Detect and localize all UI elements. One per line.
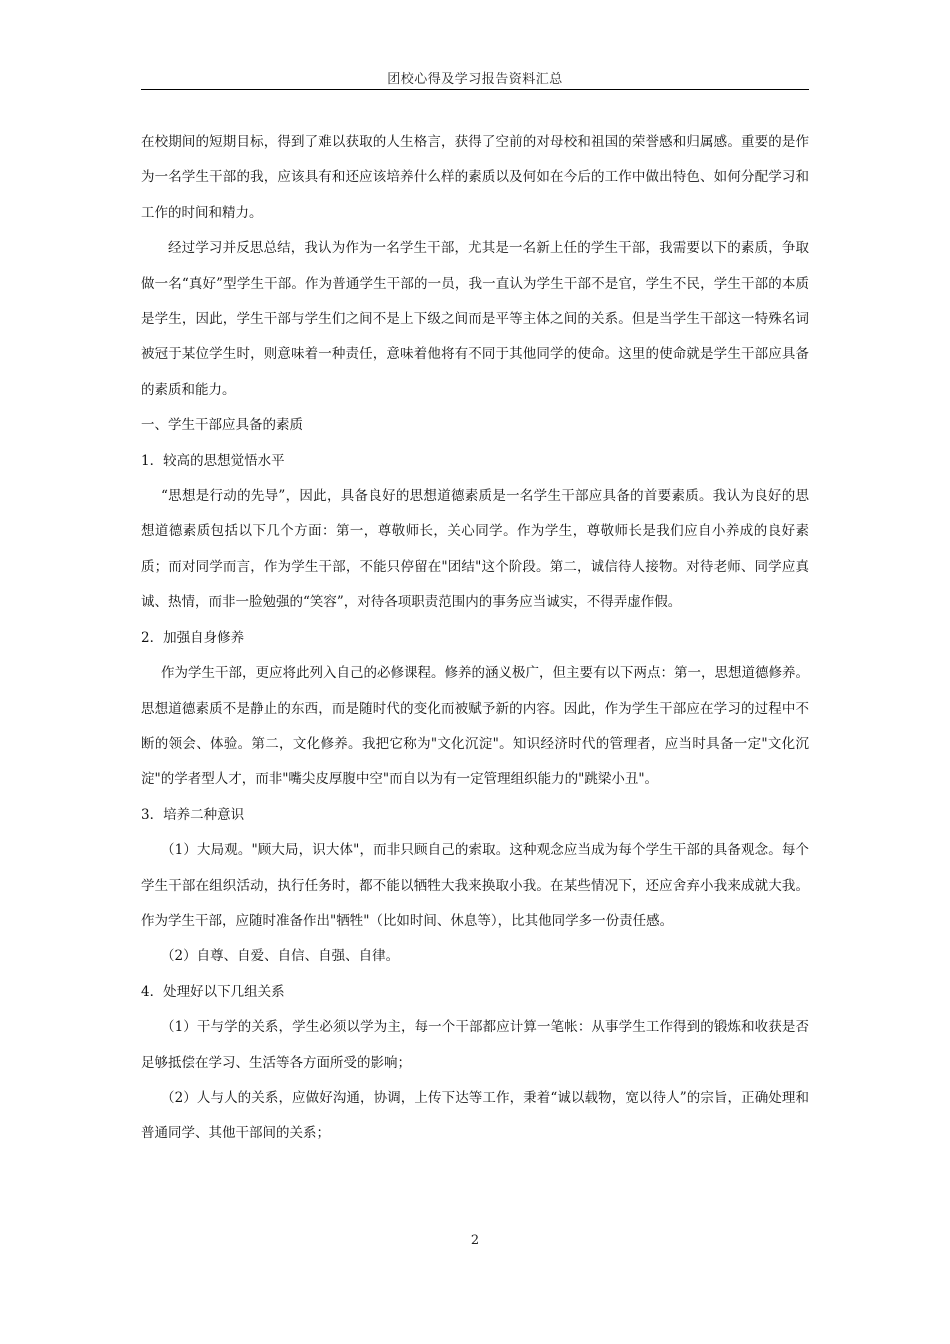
section-heading: 一、学生干部应具备的素质 <box>141 417 303 434</box>
paragraph: 作为学生干部，更应将此列入自己的必修课程。修养的涵义极广，但主要有以下两点：第一，思想道德修养。思想道德素质不是静止的东西，而是随时代的变化而被赋予新的内容。因此，作为学生干部应在学习的过程中不断的领会、体验。第二，文化修养。我把它称为"文化沉淀"。知识经济时代的管理者，应当时具备一定"文化沉淀"的学者型人才，而非"嘴尖皮厚腹中空"而自以为有一定管理组织能力的"跳梁小丑"。 <box>141 665 809 788</box>
paragraph-reflection: 经过学习并反思总结，我认为作为一名学生干部，尤其是一名新上任的学生干部，我需要以下的素质，争取做一名“真好”型学生干部。作为普通学生干部的一员，我一直认为学生干部不是官，学生不民，学生干部的本质是学生，因此，学生干部与学生们之间不是上下级之间而是平等主体之间的关系。但是当学生干部这一特殊名词被冠于某位学生时，则意味着一种责任，意味着他将有不同于其他同学的使命。这里的使命就是学生干部应具备的素质和能力。 <box>141 240 809 398</box>
list-item: （1）大局观。"顾大局，识大体"，而非只顾自己的索取。这种观念应当成为每个学生干部的具备观念。每个学生干部在组织活动，执行任务时，都不能以牺牲大我来换取小我。在某些情况下，还应舍弃小我来成就大我。作为学生干部，应随时准备作出"牺牲"（比如时间、休息等），比其他同学多一份责任感。 <box>141 842 809 929</box>
paragraph-continued: 在校期间的短期目标，得到了难以获取的人生格言，获得了空前的对母校和祖国的荣誉感和归属感。重要的是作为一名学生干部的我，应该具有和还应该培养什么样的素质以及何如在今后的工作中做出特色、如何分配学习和工作的时间和精力。 <box>141 134 809 221</box>
list-item: （2）自尊、自爱、自信、自强、自律。 <box>161 948 400 965</box>
paragraph: “思想是行动的先导”，因此，具备良好的思想道德素质是一名学生干部应具备的首要素质。我认为良好的思想道德素质包括以下几个方面：第一，尊敬师长，关心同学。作为学生，尊敬师长是我们应自小养成的良好素质；而对同学而言，作为学生干部，不能只停留在"团结"这个阶段。第二，诚信待人接物。对待老师、同学应真诚、热情，而非一脸勉强的“笑容”，对待各项职责范围内的事务应当诚实，不得弄虚作假。 <box>141 488 809 611</box>
subheading: 2．加强自身修养 <box>141 629 245 646</box>
document-body <box>141 125 809 1152</box>
page-number: 2 <box>470 1233 480 1248</box>
header-rule <box>141 89 809 90</box>
subheading: 3．培养二种意识 <box>141 806 245 823</box>
running-header: 团校心得及学习报告资料汇总 <box>387 72 563 87</box>
subheading: 4．处理好以下几组关系 <box>141 983 285 1000</box>
list-item: （1）干与学的关系，学生必须以学为主，每一个干部都应计算一笔帐：从事学生工作得到的锻炼和收获是否足够抵偿在学习、生活等各方面所受的影响； <box>141 1019 809 1071</box>
subheading: 1．较高的思想觉悟水平 <box>141 452 285 469</box>
list-item: （2）人与人的关系，应做好沟通，协调，上传下达等工作，秉着“诚以载物，宽以待人”的宗旨，正确处理和普通同学、其他干部间的关系； <box>141 1089 809 1142</box>
